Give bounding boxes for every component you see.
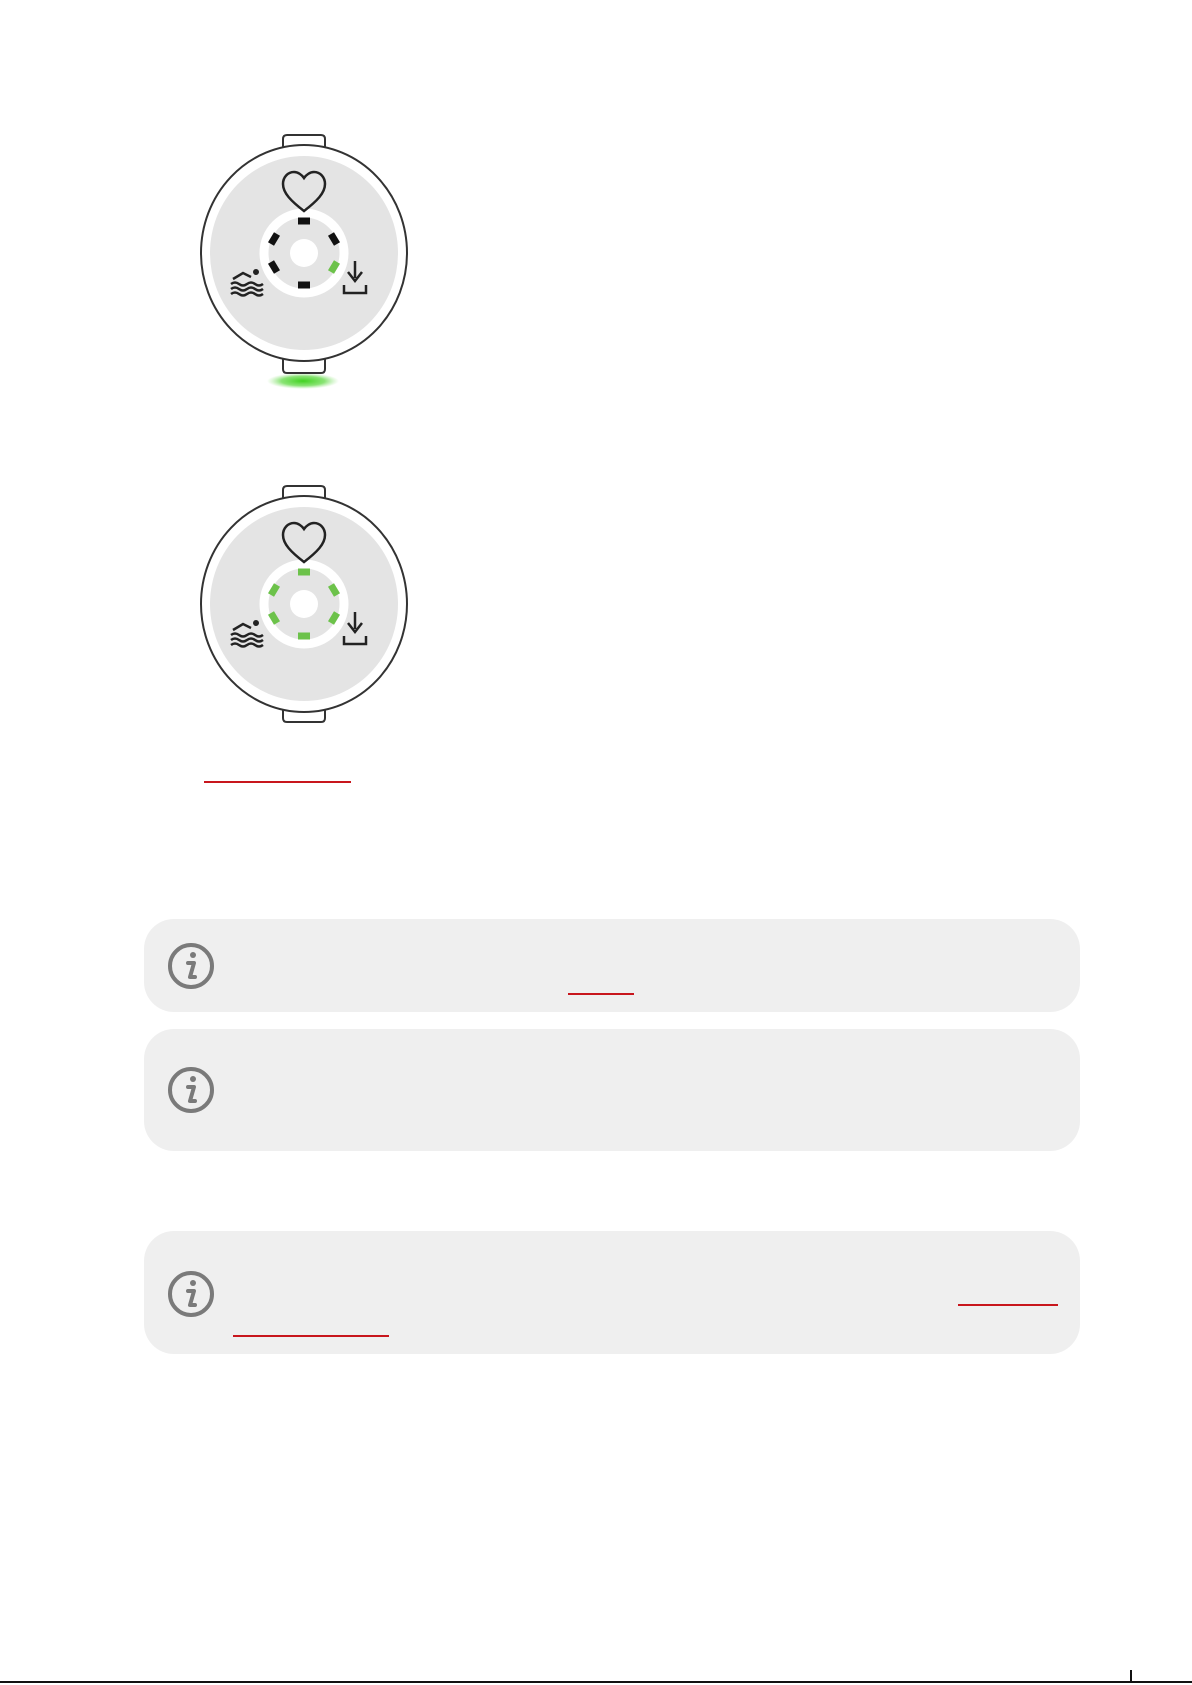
status-led [267,373,339,389]
text-link[interactable] [568,993,634,995]
info-icon [166,1065,216,1115]
sensor-illustration-all-green [195,484,425,724]
text-link[interactable] [233,1335,389,1337]
info-note [144,919,1080,1012]
sensor-device-graphic [195,484,425,724]
text-link[interactable] [204,781,351,783]
info-icon [166,941,216,991]
page-footer-tick [1130,1670,1132,1683]
sensor-device-graphic [195,133,425,393]
sensor-illustration-upload [195,133,425,393]
info-note [144,1231,1080,1354]
info-icon [166,1269,216,1319]
page-footer-rule [0,1681,1192,1683]
info-note [144,1029,1080,1151]
text-link[interactable] [958,1304,1058,1306]
